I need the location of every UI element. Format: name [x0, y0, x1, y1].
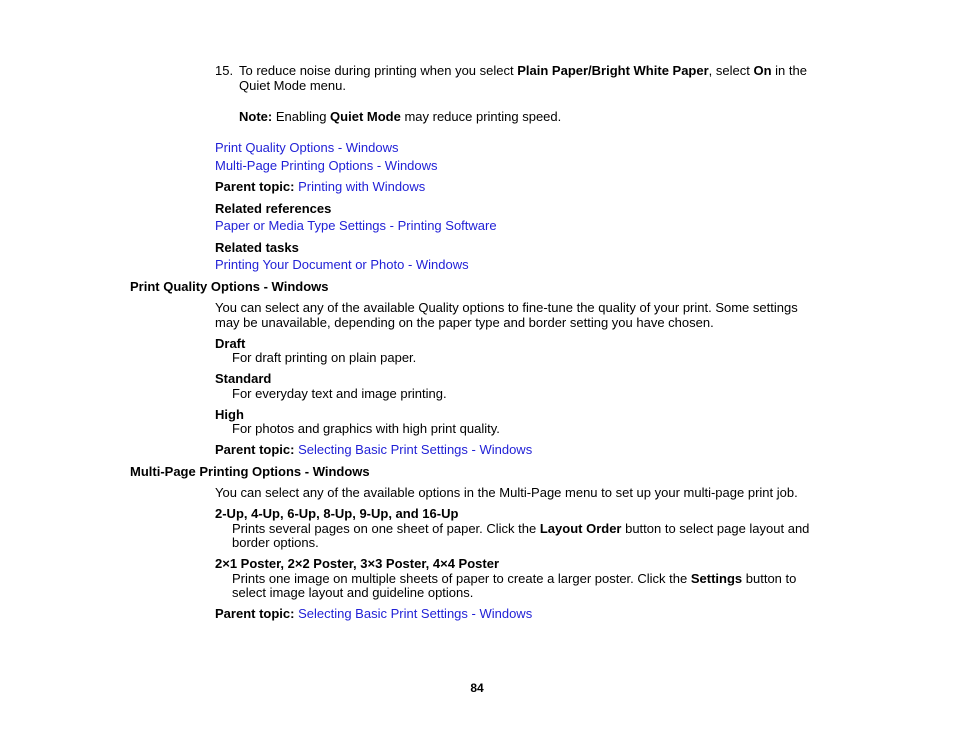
- option-desc-high: For photos and graphics with high print quality.: [232, 421, 500, 436]
- link-printing-with-windows[interactable]: Printing with Windows: [298, 179, 426, 194]
- link-print-quality-options[interactable]: Print Quality Options - Windows: [215, 140, 399, 155]
- link-paper-media-type-settings[interactable]: Paper or Media Type Settings - Printing Software: [215, 218, 497, 233]
- related-tasks-label: Related tasks: [215, 240, 299, 255]
- option-desc-multi-up-2: border options.: [232, 535, 319, 550]
- option-term-high: High: [215, 407, 244, 422]
- section2-intro: You can select any of the available options in the Multi-Page menu to set up your multi-page print job.: [215, 485, 798, 500]
- parent-topic-1: Parent topic: Printing with Windows: [215, 179, 426, 194]
- parent-topic-2: Parent topic: Selecting Basic Print Settings - Windows: [215, 442, 533, 457]
- section-heading-multi-page: Multi-Page Printing Options - Windows: [130, 464, 370, 479]
- option-term-multi-up: 2-Up, 4-Up, 6-Up, 8-Up, 9-Up, and 16-Up: [215, 506, 459, 521]
- page-number: 84: [470, 681, 484, 695]
- step-15-line-2: Quiet Mode menu.: [239, 78, 346, 93]
- option-desc-draft: For draft printing on plain paper.: [232, 350, 417, 365]
- parent-topic-3: Parent topic: Selecting Basic Print Settings - Windows: [215, 606, 533, 621]
- option-term-standard: Standard: [215, 371, 272, 386]
- option-desc-multi-up-1: Prints several pages on one sheet of paper. Click the Layout Order button to select page layout and: [232, 521, 810, 536]
- option-term-draft: Draft: [215, 336, 246, 351]
- link-printing-your-document[interactable]: Printing Your Document or Photo - Windows: [215, 257, 469, 272]
- option-term-poster: 2×1 Poster, 2×2 Poster, 3×3 Poster, 4×4 Poster: [215, 556, 500, 571]
- option-desc-poster-1: Prints one image on multiple sheets of paper to create a larger poster. Click the Settings button to: [232, 571, 797, 586]
- section1-intro-1: You can select any of the available Quality options to fine-tune the quality of your print. Some settings: [215, 300, 798, 315]
- link-multi-page-printing-options[interactable]: Multi-Page Printing Options - Windows: [215, 158, 438, 173]
- option-desc-standard: For everyday text and image printing.: [232, 386, 447, 401]
- section-heading-print-quality: Print Quality Options - Windows: [130, 279, 329, 294]
- related-references-label: Related references: [215, 201, 332, 216]
- link-selecting-basic-print-settings-2[interactable]: Selecting Basic Print Settings - Windows: [298, 606, 533, 621]
- option-desc-poster-2: select image layout and guideline options.: [232, 585, 474, 600]
- link-selecting-basic-print-settings-1[interactable]: Selecting Basic Print Settings - Windows: [298, 442, 533, 457]
- section1-intro-2: may be unavailable, depending on the paper type and border setting you have chosen.: [215, 315, 714, 330]
- step-15-line-1: To reduce noise during printing when you select Plain Paper/Bright White Paper, select On in the: [239, 63, 807, 78]
- step-number: 15.: [215, 63, 234, 78]
- note: Note: Enabling Quiet Mode may reduce printing speed.: [239, 109, 562, 124]
